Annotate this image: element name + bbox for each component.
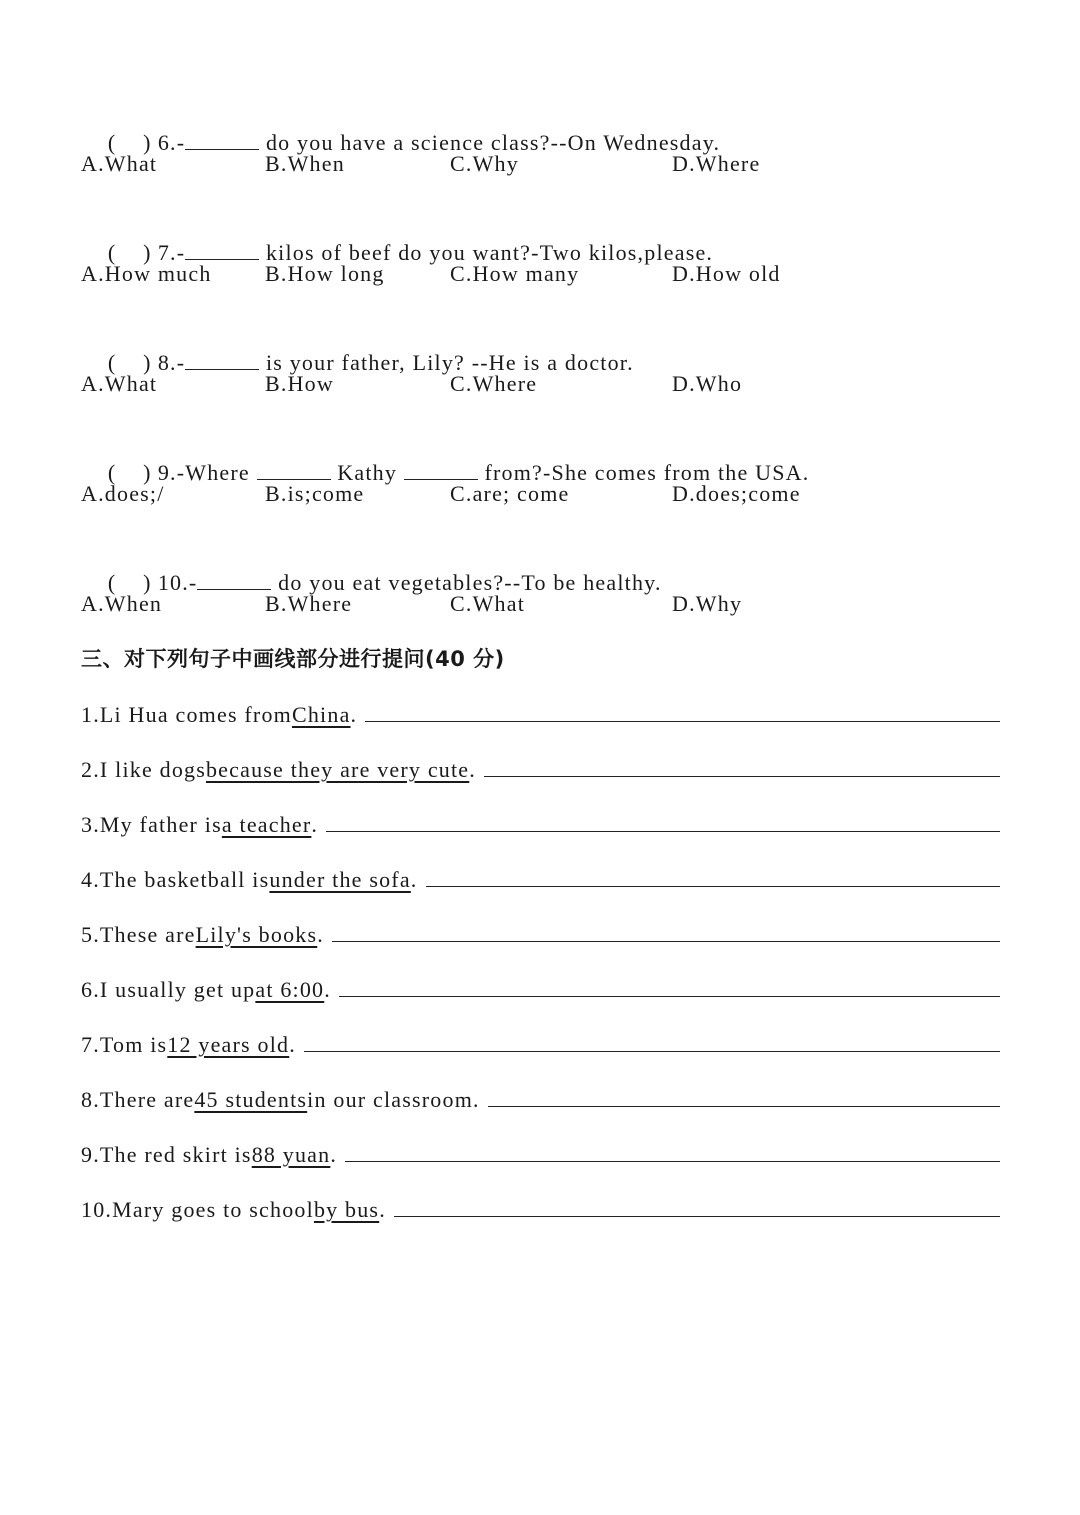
rewrite-item-3: [81, 807, 1000, 841]
option-b[interactable]: B.How: [265, 371, 334, 396]
answer-paren[interactable]: ( ): [107, 570, 152, 595]
question-prefix: -Where: [176, 460, 257, 485]
rewrite-item-4: [81, 862, 1000, 896]
option-c[interactable]: C.How many: [450, 261, 580, 286]
sentence-after: .: [324, 977, 331, 1002]
options-6: [81, 147, 1000, 181]
sentence-after: .: [410, 867, 418, 892]
question-9: [81, 422, 1000, 485]
options-8: [81, 367, 1000, 401]
sentence-underlined: at 6:00: [255, 977, 325, 1002]
sentence-before: 4.The basketball is: [81, 867, 270, 892]
sentence-underlined: under the sofa: [269, 867, 411, 892]
sentence-underlined: by bus: [313, 1197, 380, 1222]
option-d[interactable]: D.Why: [672, 591, 743, 616]
answer-paren[interactable]: ( ): [107, 460, 152, 485]
answer-line[interactable]: [365, 697, 1000, 722]
sentence-after: .: [289, 1032, 296, 1057]
question-7: [81, 202, 1000, 265]
rewrite-item-5: [81, 917, 1000, 951]
question-8: [81, 312, 1000, 375]
option-b[interactable]: B.Where: [265, 591, 353, 616]
rewrite-item-8: [81, 1082, 1000, 1116]
sentence-underlined: Lily's books: [195, 922, 318, 947]
question-stem: kilos of beef do you want?-Two kilos,please.: [259, 240, 714, 265]
sentence-before: 8.There are: [81, 1087, 195, 1112]
answer-line[interactable]: [488, 1082, 1000, 1107]
option-a[interactable]: A.What: [81, 371, 158, 396]
options-10: [81, 587, 1000, 621]
sentence-after: .: [469, 757, 476, 782]
section-title: 三、对下列句子中画线部分进行提问(40 分): [81, 647, 505, 671]
option-a[interactable]: A.When: [81, 591, 163, 616]
option-b[interactable]: B.is;come: [265, 481, 365, 506]
sentence-after: .: [317, 922, 324, 947]
sentence-underlined: China: [291, 702, 351, 727]
question-number: 7.: [157, 240, 177, 265]
sentence-after: .: [350, 702, 358, 727]
sentence-before: 10.Mary goes to school: [81, 1197, 314, 1222]
option-a[interactable]: A.What: [81, 151, 158, 176]
question-stem: do you have a science class?--On Wednesday.: [259, 130, 721, 155]
sentence-before: 9.The red skirt is: [81, 1142, 252, 1167]
option-c[interactable]: C.are; come: [450, 481, 570, 506]
sentence-before: 2.I like dogs: [81, 757, 206, 782]
options-7: [81, 257, 1000, 291]
question-prefix: -: [176, 130, 186, 155]
question-stem: do you eat vegetables?--To be healthy.: [271, 570, 662, 595]
question-10: [81, 532, 1000, 595]
question-prefix: -: [188, 570, 198, 595]
question-prefix: -: [176, 350, 186, 375]
option-c[interactable]: C.Why: [450, 151, 519, 176]
option-c[interactable]: C.Where: [450, 371, 538, 396]
question-prefix: -: [176, 240, 186, 265]
sentence-before: 5.These are: [81, 922, 196, 947]
question-number: 8.: [157, 350, 177, 375]
option-d[interactable]: D.How old: [672, 261, 781, 286]
rewrite-item-2: [81, 752, 1000, 786]
option-a[interactable]: A.does;/: [81, 481, 165, 506]
option-d[interactable]: D.does;come: [672, 481, 801, 506]
answer-line[interactable]: [339, 972, 1000, 997]
sentence-after: .: [311, 812, 319, 837]
answer-line[interactable]: [304, 1027, 1000, 1052]
option-c[interactable]: C.What: [450, 591, 526, 616]
option-b[interactable]: B.How long: [265, 261, 385, 286]
sentence-before: 6.I usually get up: [81, 977, 256, 1002]
sentence-before: 3.My father is: [81, 812, 222, 837]
sentence-before: 1.Li Hua comes from: [81, 702, 292, 727]
answer-line[interactable]: [326, 807, 1000, 832]
answer-paren[interactable]: ( ): [107, 240, 152, 265]
question-mid: Kathy: [330, 460, 404, 485]
rewrite-item-6: [81, 972, 1000, 1006]
answer-line[interactable]: [332, 917, 1000, 942]
option-b[interactable]: B.When: [265, 151, 345, 176]
question-stem: is your father, Lily? --He is a doctor.: [259, 350, 634, 375]
rewrite-item-9: [81, 1137, 1000, 1171]
rewrite-item-10: [81, 1192, 1000, 1226]
rewrite-item-1: [81, 697, 1000, 731]
sentence-after: .: [330, 1142, 338, 1167]
question-number: 6.: [157, 130, 177, 155]
sentence-underlined: 12 years old: [167, 1032, 290, 1057]
answer-line[interactable]: [484, 752, 1000, 777]
sentence-after: .: [379, 1197, 386, 1222]
answer-line[interactable]: [394, 1192, 1000, 1217]
sentence-underlined: 45 students: [194, 1087, 308, 1112]
option-d[interactable]: D.Who: [672, 371, 743, 396]
answer-paren[interactable]: ( ): [107, 350, 152, 375]
sentence-underlined: 88 yuan: [251, 1142, 331, 1167]
question-6: [81, 92, 1000, 155]
question-number: 9.: [157, 460, 177, 485]
question-stem: from?-She comes from the USA.: [477, 460, 810, 485]
answer-line[interactable]: [345, 1137, 1000, 1162]
question-number: 10.: [157, 570, 189, 595]
option-d[interactable]: D.Where: [672, 151, 761, 176]
sentence-underlined: because they are very cute: [205, 757, 470, 782]
sentence-after: in our classroom.: [307, 1087, 480, 1112]
options-9: [81, 477, 1000, 511]
sentence-underlined: a teacher: [221, 812, 312, 837]
answer-paren[interactable]: ( ): [107, 130, 152, 155]
sentence-before: 7.Tom is: [81, 1032, 168, 1057]
option-a[interactable]: A.How much: [81, 261, 212, 286]
rewrite-item-7: [81, 1027, 1000, 1061]
answer-line[interactable]: [426, 862, 1001, 887]
